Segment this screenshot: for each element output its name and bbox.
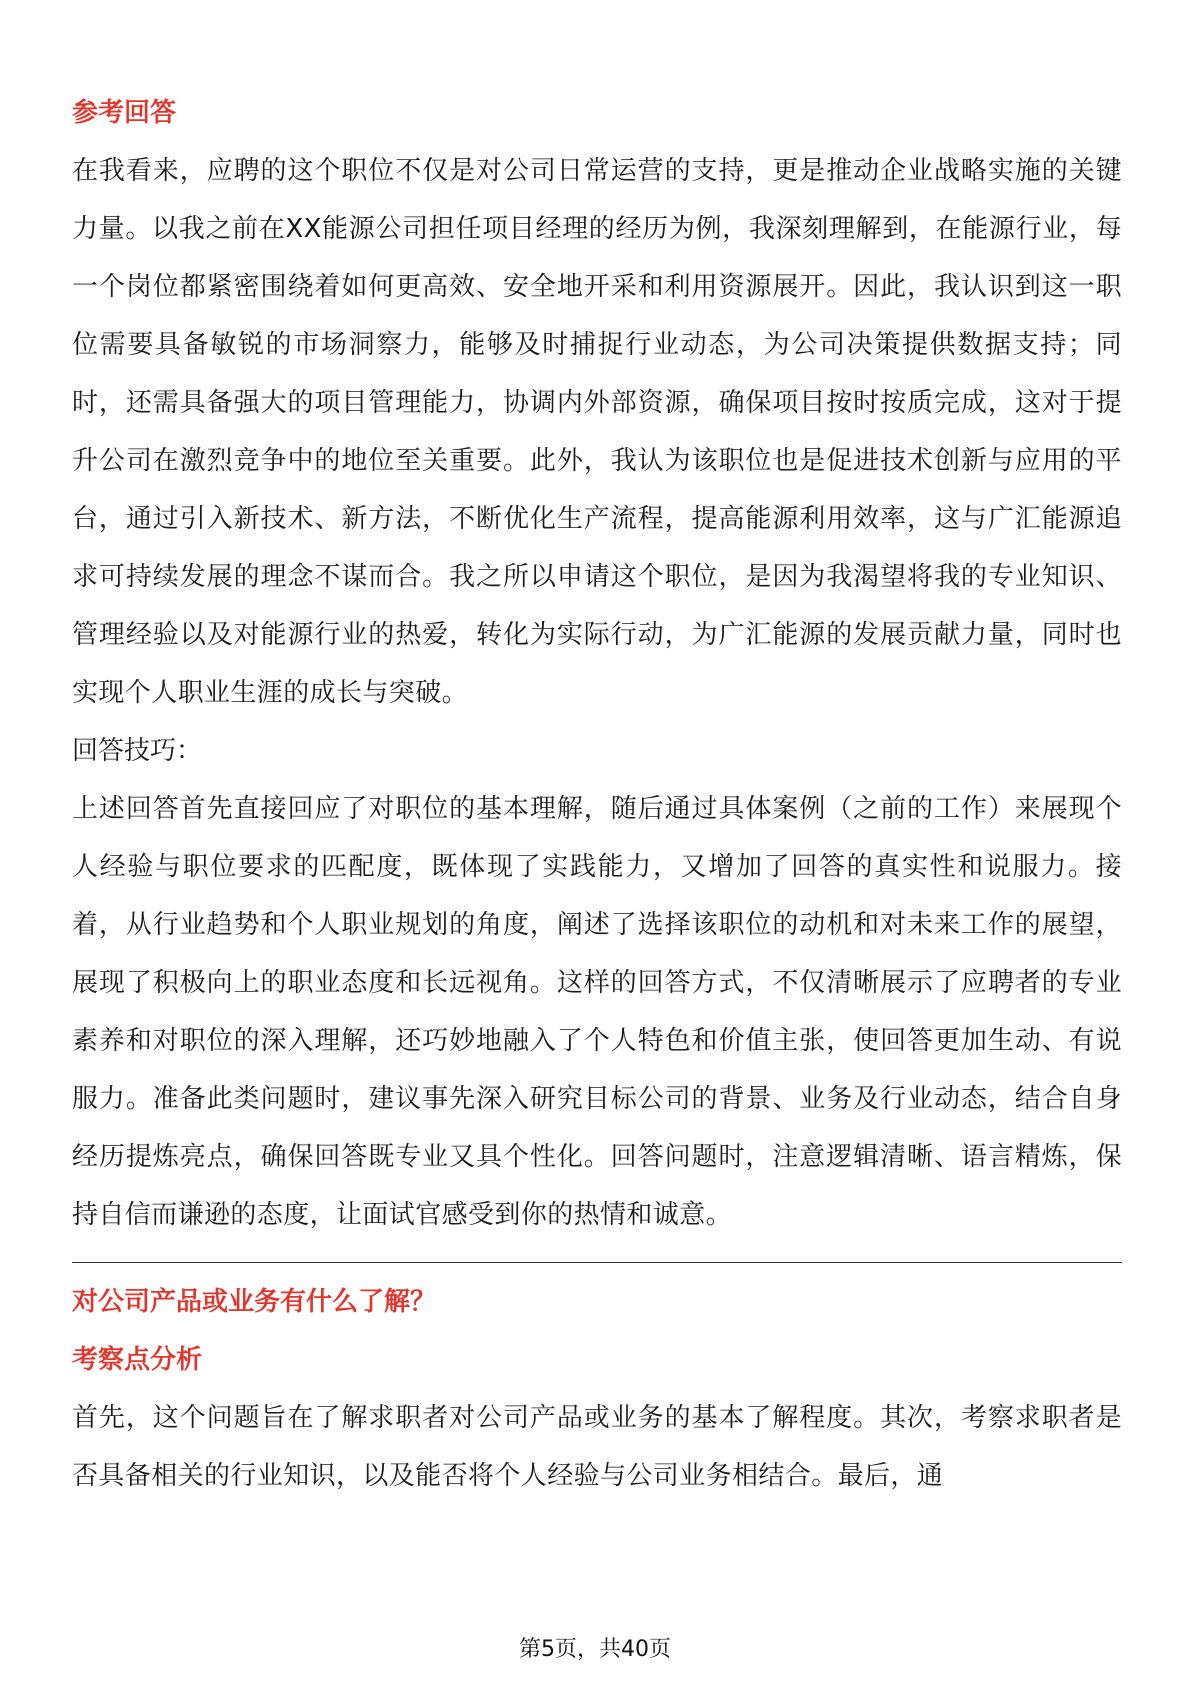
answer-tips-text: 上述回答首先直接回应了对职位的基本理解，随后通过具体案例（之前的工作）来展现个人经验与职位要求的匹配度，既体现了实践能力，又增加了回答的真实性和说服力。接着，从行业趋势和个人职业规划的角度，阐述了选择该职位的动机和对未来工作的展望，展现了积极向上的职业态度和长远视角。这样的回答方式，不仅清晰展示了应聘者的专业素养和对职位的深入理解，还巧妙地融入了个人特色和价值主张，使回答更加生动、有说服力。准备此类问题时，建议事先深入研究目标公司的背景、业务及行业动态，结合自身经历提炼亮点，确保回答既专业又具个性化。回答问题时，注意逻辑清晰、语言精炼，保持自信而谦逊的态度，让面试官感受到你的热情和诚意。: [72, 794, 1122, 1230]
analysis-heading: 考察点分析: [72, 1345, 203, 1375]
question-heading: 对公司产品或业务有什么了解？: [72, 1287, 437, 1317]
analysis-text: 首先，这个问题旨在了解求职者对公司产品或业务的基本了解程度。其次，考察求职者是否具备相关的行业知识，以及能否将个人经验与公司业务相结合。最后，通: [72, 1403, 1122, 1491]
reference-answer-heading: 参考回答: [72, 98, 177, 128]
answer-tips-label: 回答技巧：: [72, 736, 203, 766]
page-indicator: 第5页，共40页: [519, 1637, 671, 1662]
document-page: [72, 84, 1122, 1505]
section-divider: [72, 1262, 1122, 1263]
reference-answer-text: 在我看来，应聘的这个职位不仅是对公司日常运营的支持，更是推动企业战略实施的关键力量。以我之前在XX能源公司担任项目经理的经历为例，我深刻理解到，在能源行业，每一个岗位都紧密围绕着如何更高效、安全地开采和利用资源展开。因此，我认识到这一职位需要具备敏锐的市场洞察力，能够及时捕捉行业动态，为公司决策提供数据支持；同时，还需具备强大的项目管理能力，协调内外部资源，确保项目按时按质完成，这对于提升公司在激烈竞争中的地位至关重要。此外，我认为该职位也是促进技术创新与应用的平台，通过引入新技术、新方法，不断优化生产流程，提高能源利用效率，这与广汇能源追求可持续发展的理念不谋而合。我之所以申请这个职位，是因为我渴望将我的专业知识、管理经验以及对能源行业的热爱，转化为实际行动，为广汇能源的发展贡献力量，同时也实现个人职业生涯的成长与突破。: [72, 156, 1122, 708]
